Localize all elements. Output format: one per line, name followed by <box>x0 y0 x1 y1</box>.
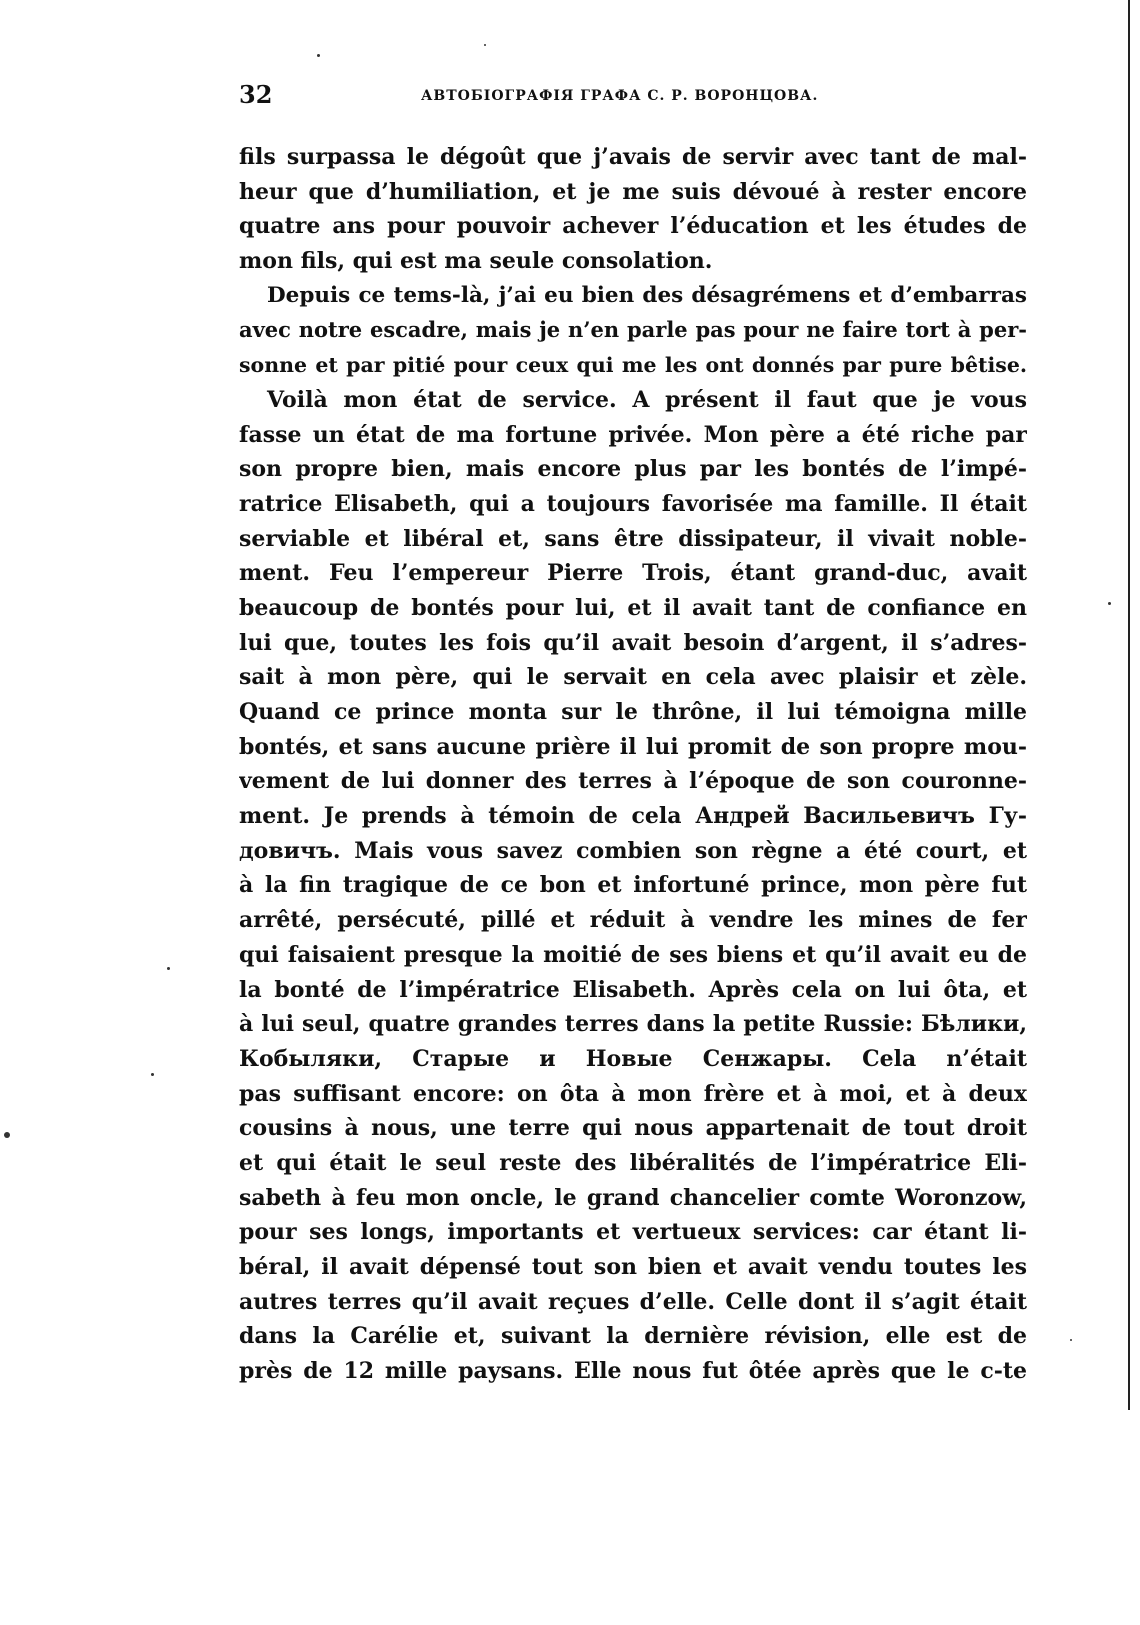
text-line: qui faisaient presque la moitié de ses biens et qu’il avait eu de <box>239 941 1027 968</box>
text-line: Кобыляки, Старые и Новые Сенжары. Cela n’était <box>239 1045 1027 1072</box>
page-number: 32 <box>239 80 273 109</box>
text-line: avec notre escadre, mais je n’en parle pas pour ne faire tort à per- <box>239 317 1027 343</box>
text-line: béral, il avait dépensé tout son bien et avait vendu toutes les <box>239 1254 1027 1280</box>
text-line: la bonté de l’impératrice Elisabeth. Après cela on lui ôta, et <box>239 976 1027 1003</box>
text-line: sait à mon père, qui le servait en cela avec plaisir et zèle. <box>239 664 1027 691</box>
scan-speck <box>484 44 486 46</box>
text-line: son propre bien, mais encore plus par les bontés de l’impé- <box>239 456 1027 483</box>
scan-speck <box>4 1132 10 1138</box>
text-line: pas suffisant encore: on ôta à mon frère et à moi, et à deux <box>239 1080 1027 1107</box>
text-line: sabeth à feu mon oncle, le grand chancelier comte Woronzow, <box>239 1184 1027 1211</box>
text-line: довичъ. Mais vous savez combien son règne a été court, et <box>239 837 1027 864</box>
scan-speck <box>167 967 170 970</box>
text-line: beaucoup de bontés pour lui, et il avait tant de confiance en <box>239 594 1027 621</box>
body-text <box>239 140 1027 1389</box>
text-line: ratrice Elisabeth, qui a toujours favorisée ma famille. Il était <box>239 490 1027 517</box>
scan-speck <box>151 1073 154 1076</box>
text-line: autres terres qu’il avait reçues d’elle. Celle dont il s’agit était <box>239 1288 1027 1315</box>
text-line: à la fin tragique de ce bon et infortuné prince, mon père fut <box>239 872 1027 899</box>
text-line: près de 12 mille paysans. Elle nous fut ôtée après que le c-te <box>239 1358 1027 1385</box>
text-line: cousins à nous, une terre qui nous appartenait de tout droit <box>239 1115 1027 1142</box>
text-line: ment. Feu l’empereur Pierre Trois, étant grand-duc, avait <box>239 560 1027 587</box>
text-line: serviable et libéral et, sans être dissipateur, il vivait noble- <box>239 525 1027 552</box>
text-line: arrêté, persécuté, pillé et réduit à vendre les mines de fer <box>239 907 1027 934</box>
text-line: pour ses longs, importants et vertueux services: car étant li- <box>239 1219 1027 1246</box>
text-line: fils surpassa le dégoût que j’avais de servir avec tant de mal- <box>239 144 1027 170</box>
page-edge-rule <box>1128 0 1130 1410</box>
text-line: heur que d’humiliation, et je me suis dévoué à rester encore <box>239 178 1027 205</box>
page-header <box>239 80 1027 110</box>
text-line: mon fils, qui est ma seule consolation. <box>239 248 713 275</box>
text-line: à lui seul, quatre grandes terres dans la petite Russie: Бѣлики, <box>239 1011 1027 1038</box>
text-line: Voilà mon état de service. A présent il faut que je vous <box>267 386 1027 413</box>
scan-speck <box>1108 602 1111 605</box>
text-line: fasse un état de ma fortune privée. Mon père a été riche par <box>239 421 1027 448</box>
running-title: АВТОБІОГРАФІЯ ГРАФА С. Р. ВОРОНЦОВА. <box>421 88 819 104</box>
text-line: ment. Je prends à témoin de cela Андрей Васильевичъ Гу- <box>239 803 1027 830</box>
text-line: bontés, et sans aucune prière il lui promit de son propre mou- <box>239 733 1027 760</box>
text-line: dans la Carélie et, suivant la dernière révision, elle est de <box>239 1323 1027 1350</box>
scan-speck <box>1070 1339 1072 1341</box>
scan-speck <box>317 54 320 57</box>
text-line: et qui était le seul reste des libéralités de l’impératrice Eli- <box>239 1149 1027 1176</box>
text-line: lui que, toutes les fois qu’il avait besoin d’argent, il s’adres- <box>239 629 1027 656</box>
text-line: vement de lui donner des terres à l’époque de son couronne- <box>239 768 1027 795</box>
text-line: Quand ce prince monta sur le thrône, il lui témoigna mille <box>239 699 1027 725</box>
text-line: Depuis ce tems-là, j’ai eu bien des désagrémens et d’embarras <box>267 282 1027 308</box>
text-line: quatre ans pour pouvoir achever l’éducation et les études de <box>239 213 1027 240</box>
text-line: sonne et par pitié pour ceux qui me les ont donnés par pure bêtise. <box>239 353 1027 378</box>
